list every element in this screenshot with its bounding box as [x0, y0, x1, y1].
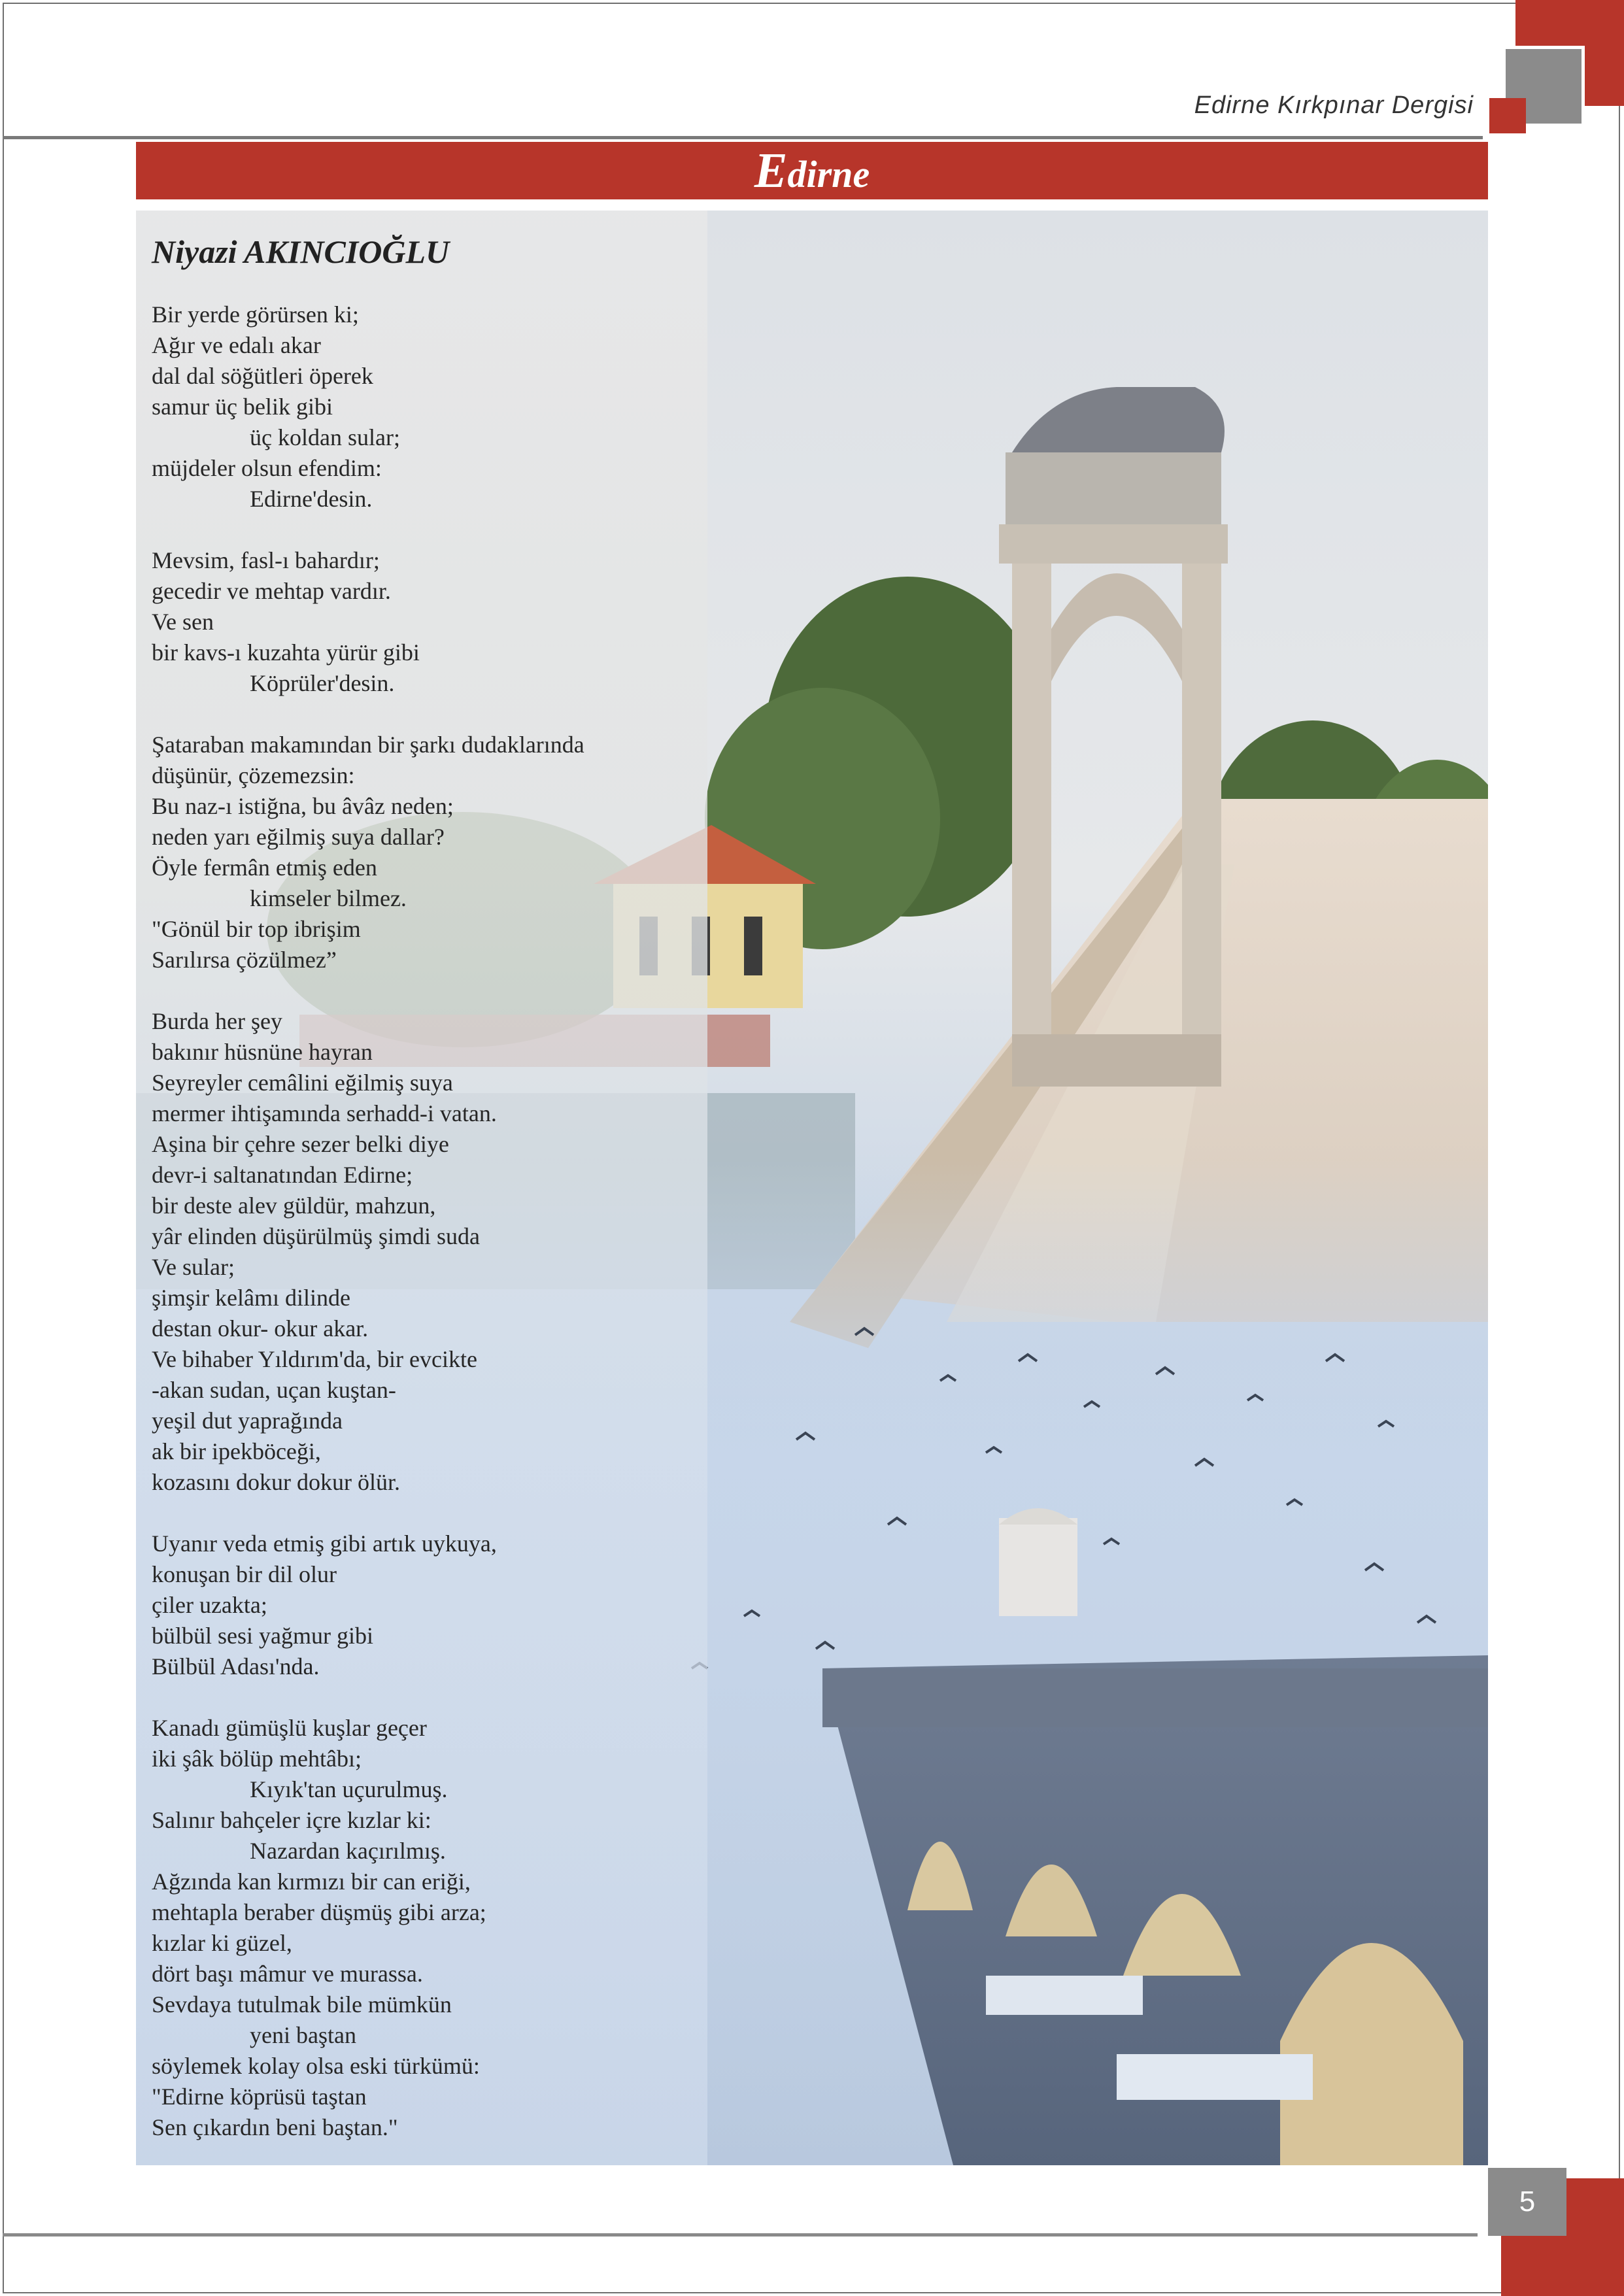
poem-line: -akan sudan, uçan kuştan- [152, 1377, 396, 1403]
poem-line: Nazardan kaçırılmış. [250, 1838, 446, 1864]
poem-line: destan okur- okur akar. [152, 1315, 369, 1342]
poem-line: Ağır ve edalı akar [152, 332, 321, 358]
poem-line: Ve sular; [152, 1254, 235, 1280]
poem-line: mermer ihtişamında serhadd-i vatan. [152, 1100, 497, 1126]
poem-line: Kıyık'tan uçurulmuş. [250, 1776, 448, 1802]
magazine-title: Edirne Kırkpınar Dergisi [1194, 92, 1474, 119]
poem-line: söylemek kolay olsa eski türkümü: [152, 2053, 480, 2079]
poem-line: Aşina bir çehre sezer belki diye [152, 1131, 449, 1157]
poem-line: çiler uzakta; [152, 1592, 267, 1618]
poem-line: bülbül sesi yağmur gibi [152, 1623, 373, 1649]
poem-line: bir deste alev güldür, mahzun, [152, 1192, 436, 1219]
poem-line: Mevsim, fasl-ı bahardır; [152, 547, 380, 573]
section-title-bar [136, 142, 1488, 199]
section-title-rest: dirne [787, 153, 870, 195]
stanza-break [152, 699, 714, 730]
poem-line: bir kavs-ı kuzahta yürür gibi [152, 639, 420, 666]
poem-line: Bülbül Adası'nda. [152, 1653, 320, 1680]
poem-line: gecedir ve mehtap vardır. [152, 578, 391, 604]
stanza-break [152, 975, 714, 1006]
poem-body [152, 299, 714, 2143]
poem-line: Öyle fermân etmiş eden [152, 854, 377, 881]
poem-line: Ve bihaber Yıldırım'da, bir evcikte [152, 1346, 477, 1372]
section-title-initial: E [754, 143, 788, 198]
poem-line: kozasını dokur dokur ölür. [152, 1469, 400, 1495]
poem-line: yeni baştan [250, 2022, 356, 2048]
poem-line: "Gönül bir top ibrişim [152, 916, 361, 942]
poem-line: mehtapla beraber düşmüş gibi arza; [152, 1899, 486, 1925]
poem-line: neden yarı eğilmiş suya dallar? [152, 824, 445, 850]
poem-line: Seyreyler cemâlini eğilmiş suya [152, 1070, 453, 1096]
poem-line: yâr elinden düşürülmüş şimdi suda [152, 1223, 480, 1249]
stanza-break [152, 1682, 714, 1713]
poem-line: Edirne'desin. [250, 486, 373, 512]
poem-line: Uyanır veda etmiş gibi artık uykuya, [152, 1530, 497, 1557]
poem-line: Şataraban makamından bir şarkı dudaklarında [152, 732, 584, 758]
poem-line: müjdeler olsun efendim: [152, 455, 382, 481]
poem-line: yeşil dut yaprağında [152, 1408, 343, 1434]
poem-line: dal dal söğütleri öperek [152, 363, 373, 389]
page-number: 5 [1488, 2168, 1566, 2236]
footer-rule [3, 2233, 1478, 2237]
author-name: Niyazi AKINCIOĞLU [152, 233, 450, 270]
corner-decoration-red-small [1489, 98, 1526, 133]
poem-line: kimseler bilmez. [250, 885, 407, 911]
poem-line: Köprüler'desin. [250, 670, 395, 696]
poem-line: dört başı mâmur ve murassa. [152, 1961, 423, 1987]
poem-line: Sevdaya tutulmak bile mümkün [152, 1991, 452, 2017]
stanza-break [152, 1498, 714, 1528]
poem-line: üç koldan sular; [250, 424, 400, 450]
poem-line: konuşan bir dil olur [152, 1561, 337, 1587]
poem-line: şimşir kelâmı dilinde [152, 1285, 350, 1311]
poem-line: Bu naz-ı istiğna, bu âvâz neden; [152, 793, 454, 819]
poem-line: Ağzında kan kırmızı bir can eriği, [152, 1868, 471, 1895]
poem-line: Burda her şey [152, 1008, 282, 1034]
poem-line: Ve sen [152, 609, 214, 635]
poem-line: "Edirne köprüsü taştan [152, 2084, 367, 2110]
poem-line: Sarılırsa çözülmez” [152, 947, 337, 973]
poem-line: Salınır bahçeler içre kızlar ki: [152, 1807, 431, 1833]
header-rule [3, 136, 1483, 139]
poem-line: Kanadı gümüşlü kuşlar geçer [152, 1715, 427, 1741]
poem-line: kızlar ki güzel, [152, 1930, 292, 1956]
footer-decoration-red-base [1501, 2236, 1624, 2296]
poem-line: devr-i saltanatından Edirne; [152, 1162, 413, 1188]
poem-line: bakınır hüsnüne hayran [152, 1039, 373, 1065]
poem-line: düşünür, çözemezsin: [152, 762, 355, 788]
poem-line: Bir yerde görürsen ki; [152, 301, 359, 328]
poem-line: Sen çıkardın beni baştan." [152, 2114, 398, 2140]
stanza-break [152, 515, 714, 545]
poem-line: samur üç belik gibi [152, 394, 333, 420]
poem-line: ak bir ipekböceği, [152, 1438, 321, 1464]
poem-line: iki şâk bölüp mehtâbı; [152, 1746, 362, 1772]
